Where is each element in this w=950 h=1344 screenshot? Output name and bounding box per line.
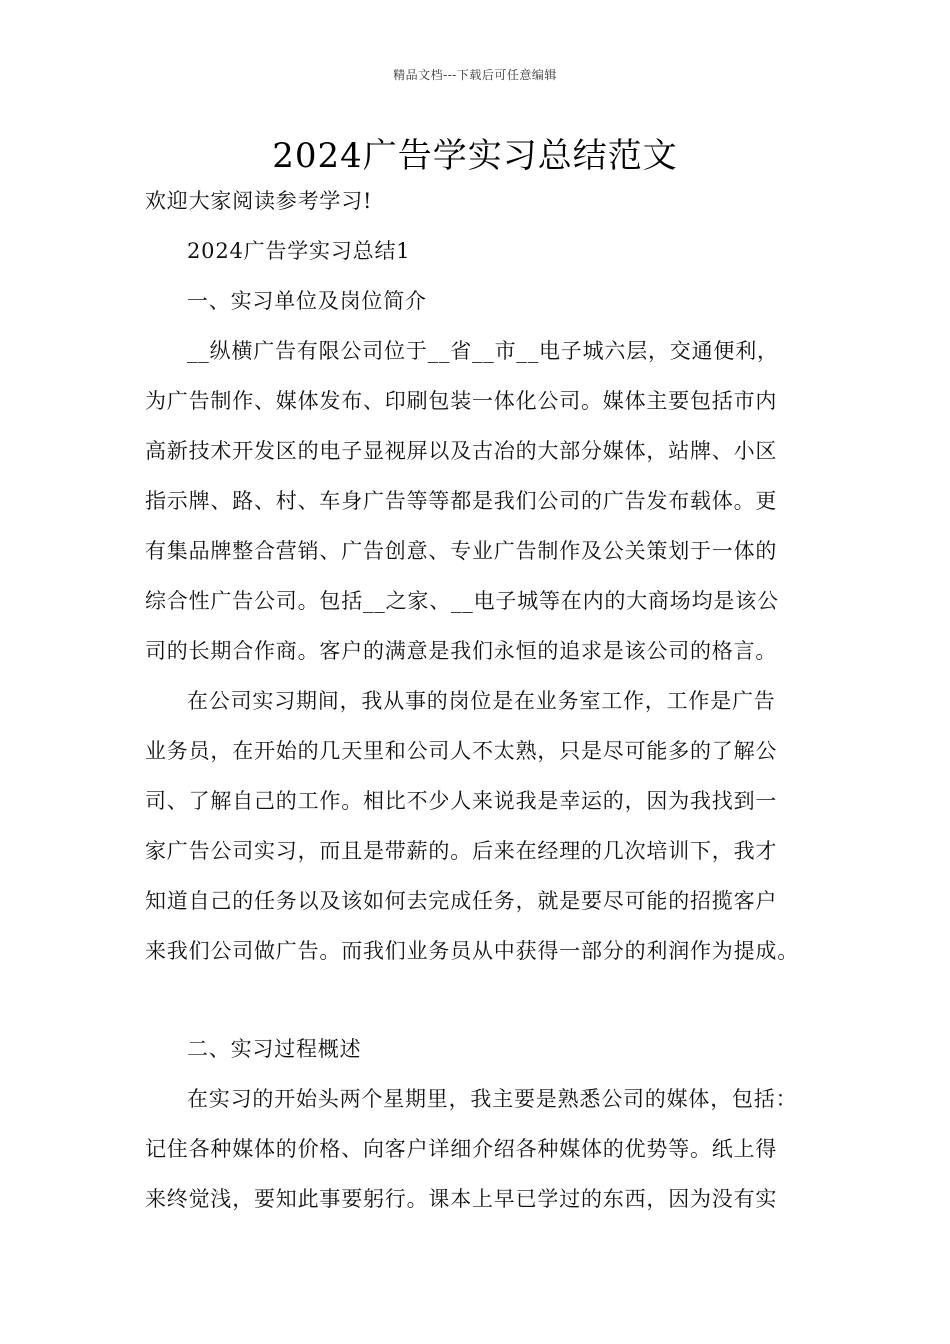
paragraph-line: 家广告公司实习，而且是带薪的。后来在经理的几次培训下，我才 [145, 839, 778, 863]
paragraph-line: 司、了解自己的工作。相比不少人来说我是幸运的，因为我找到一 [145, 789, 778, 813]
section-heading-1: 一、实习单位及岗位简介 [187, 289, 427, 313]
paragraph-line: 在实习的开始头两个星期里，我主要是熟悉公司的媒体，包括： [187, 1087, 798, 1111]
page-header: 精品文档---下载后可任意编辑 [393, 68, 557, 82]
paragraph-line: 来我们公司做广告。而我们业务员从中获得一部分的利润作为提成。 [145, 939, 799, 963]
paragraph-line: 指示牌、路、村、车身广告等等都是我们公司的广告发布载体。更 [145, 489, 778, 513]
paragraph-line: 记住各种媒体的价格、向客户详细介绍各种媒体的优势等。纸上得 [145, 1137, 778, 1161]
paragraph-line: 司的长期合作商。客户的满意是我们永恒的追求是该公司的格言。 [145, 639, 778, 663]
intro-line: 欢迎大家阅读参考学习! [145, 189, 373, 213]
paragraph-line: 业务员，在开始的几天里和公司人不太熟，只是尽可能多的了解公 [145, 739, 778, 763]
section-heading-summary: 2024广告学实习总结1 [187, 239, 411, 263]
paragraph-line: __纵横广告有限公司位于__省__市__电子城六层，交通便利， [187, 339, 779, 363]
paragraph-line: 来终觉浅，要知此事要躬行。课本上早已学过的东西，因为没有实 [145, 1187, 778, 1211]
paragraph-line: 综合性广告公司。包括__之家、__电子城等在内的大商场均是该公 [145, 589, 779, 613]
paragraph-line: 在公司实习期间，我从事的岗位是在业务室工作，工作是广告 [187, 689, 776, 713]
section-heading-2: 二、实习过程概述 [187, 1037, 362, 1061]
paragraph-line: 高新技术开发区的电子显视屏以及古冶的大部分媒体，站牌、小区 [145, 439, 778, 463]
paragraph-line: 有集品牌整合营销、广告创意、专业广告制作及公关策划于一体的 [145, 539, 778, 563]
document-title: 2024广告学实习总结范文 [272, 136, 678, 176]
paragraph-line: 知道自己的任务以及该如何去完成任务，就是要尽可能的招揽客户 [145, 889, 778, 913]
paragraph-line: 为广告制作、媒体发布、印刷包装一体化公司。媒体主要包括市内 [145, 389, 778, 413]
